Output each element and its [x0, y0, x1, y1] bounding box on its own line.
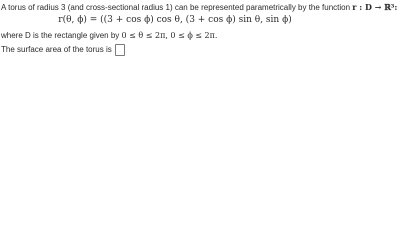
- domain-text: where D is the rectangle given by: [1, 31, 122, 40]
- answer-input[interactable]: [115, 44, 125, 56]
- function-signature: r : D → ℝ³:: [352, 2, 397, 12]
- domain-math: 0 ≤ θ ≤ 2π, 0 ≤ ϕ ≤ 2π.: [121, 31, 218, 40]
- problem-intro: [1, 2, 397, 13]
- surface-area-label: The surface area of the torus is: [1, 45, 112, 54]
- domain-description: [1, 31, 217, 41]
- surface-area-question: [1, 44, 125, 56]
- parametrization-formula: r(θ, ϕ) = ((3 + cos ϕ) cos θ, (3 + cos ϕ) sin θ, sin ϕ): [58, 15, 292, 25]
- problem-intro-text: A torus of radius 3 (and cross-sectional radius 1) can be represented parametrically by the function: [1, 3, 353, 12]
